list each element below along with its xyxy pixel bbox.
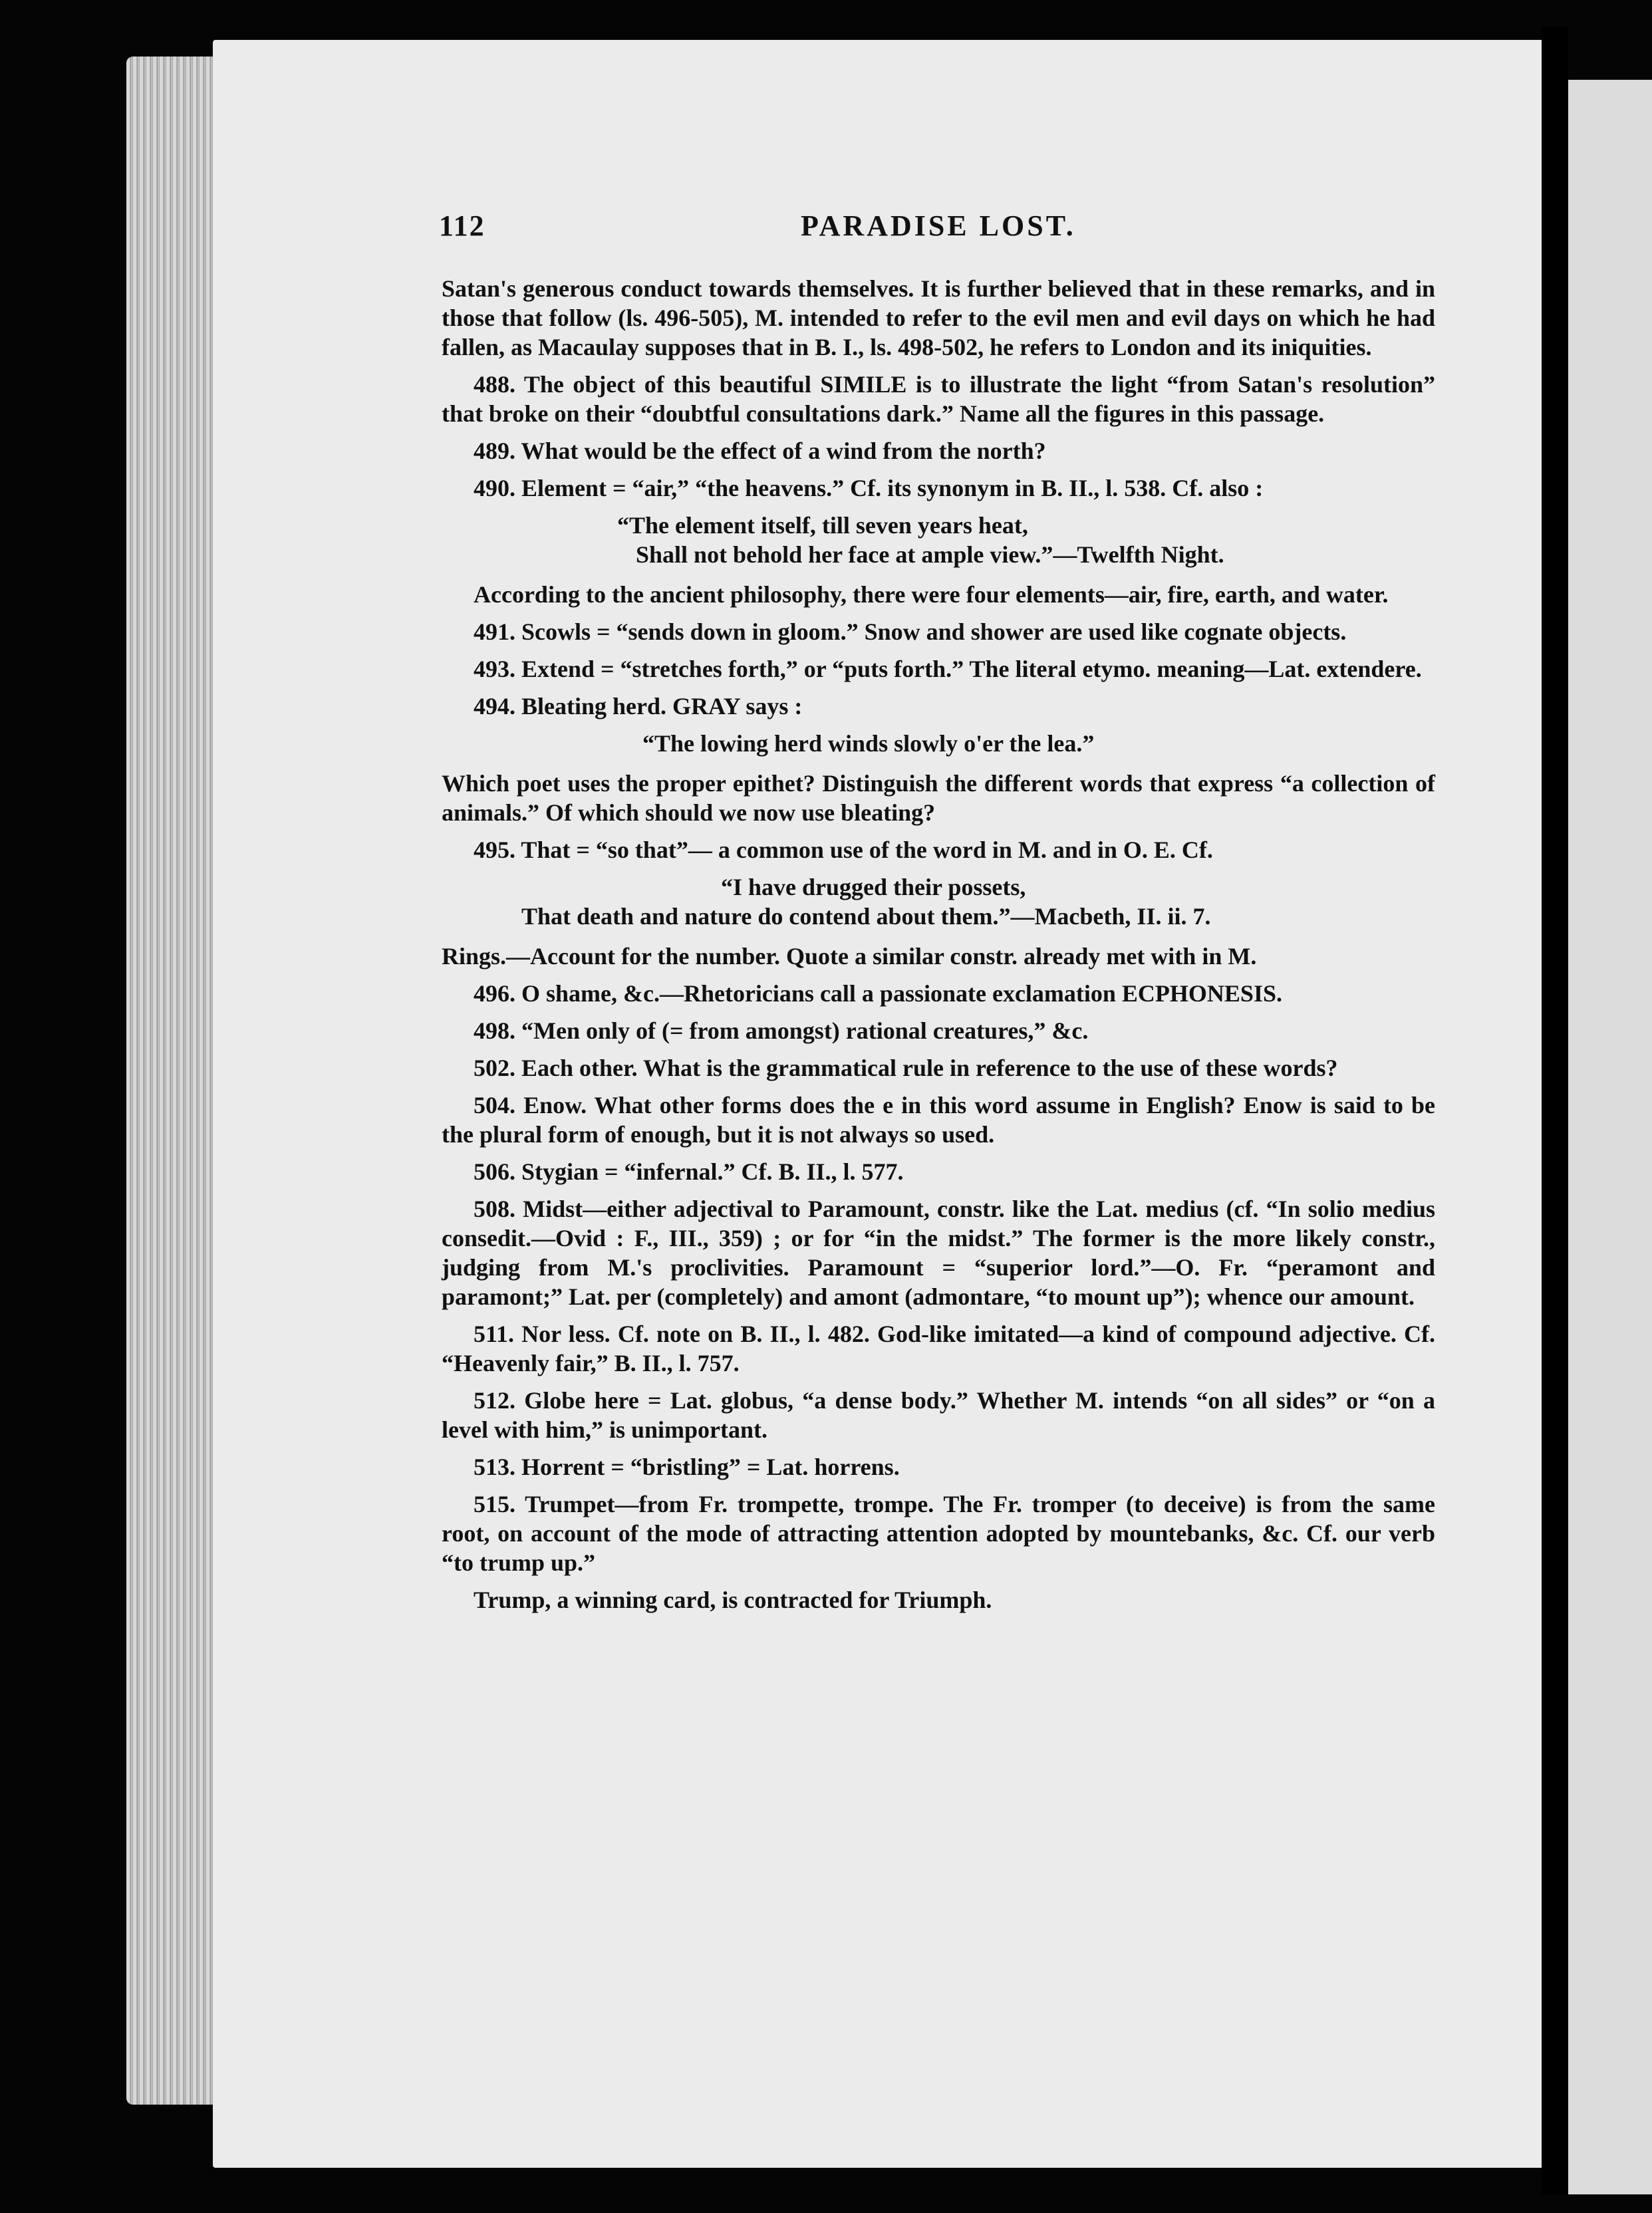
quote-line: “The element itself, till seven years heat,: [617, 512, 1028, 539]
quotation-macbeth: [442, 872, 1435, 931]
page-content: [439, 209, 1435, 1623]
running-head: [439, 209, 1435, 251]
note-513: 513. Horrent = “bristling” = Lat. horrens.: [474, 1454, 900, 1480]
quote-line: That death and nature do contend about them.”—Macbeth, II. ii. 7.: [521, 903, 1211, 930]
note-512: 512. Globe here = Lat. globus, “a dense body.” Whether M. intends “on all sides” or “on a level with him,” is unimportant.: [442, 1387, 1435, 1443]
book-gutter: [1542, 27, 1568, 2194]
paragraph: Trump, a winning card, is contracted for Triumph.: [474, 1587, 992, 1613]
quote-line: “I have drugged their possets,: [721, 874, 1026, 900]
note-494: 494. Bleating herd. GRAY says :: [474, 693, 803, 719]
note-490: 490. Element = “air,” “the heavens.” Cf. its synonym in B. II., l. 538. Cf. also :: [474, 475, 1264, 501]
note-504: 504. Enow. What other forms does the e in this word assume in English? Enow is said to be the plural form of enough, but it is not always so used.: [442, 1092, 1435, 1148]
quote-line: “The lowing herd winds slowly o'er the lea.”: [642, 730, 1095, 757]
paragraph: According to the ancient philosophy, there were four elements—air, fire, earth, and water.: [474, 581, 1389, 608]
quotation-twelfth-night: [442, 511, 1435, 569]
paragraph: Which poet uses the proper epithet? Distinguish the different words that express “a collection of animals.” Of which should we now use bleating?: [442, 770, 1435, 826]
note-515: 515. Trumpet—from Fr. trompette, trompe. The Fr. tromper (to deceive) is from the same root, on account of the mode of attracting attention adopted by mountebanks, &c. Cf. our verb “to trump up.”: [442, 1491, 1435, 1576]
note-488: 488. The object of this beautiful SIMILE is to illustrate the light “from Satan's resolution” that broke on their “doubtful consultations dark.” Name all the figures in this passage.: [442, 371, 1435, 427]
note-495: 495. That = “so that”— a common use of the word in M. and in O. E. Cf.: [474, 837, 1213, 863]
page-number: 112: [439, 209, 485, 242]
paragraph: Rings.—Account for the number. Quote a similar constr. already met with in M.: [442, 943, 1257, 970]
note-511: 511. Nor less. Cf. note on B. II., l. 482. God-like imitated—a kind of compound adjective. Cf. “Heavenly fair,” B. II., l. 757.: [442, 1321, 1435, 1376]
facing-page-edge: [1568, 80, 1652, 2194]
note-491: 491. Scowls = “sends down in gloom.” Snow and shower are used like cognate objects.: [474, 618, 1347, 645]
page-edges: [126, 57, 226, 2105]
quote-line: Shall not behold her face at ample view.”—Twelfth Night.: [636, 541, 1224, 568]
note-493: 493. Extend = “stretches forth,” or “puts forth.” The literal etymo. meaning—Lat. extendere.: [474, 656, 1422, 682]
quotation-gray: [442, 729, 1435, 758]
note-508: 508. Midst—either adjectival to Paramount, constr. like the Lat. medius (cf. “In solio medius consedit.—Ovid : F., III., 359) ; or for “in the midst.” The former is the more likely constr., judging from M.'s proclivities. Paramount = “superior lord.”—O. Fr. “peramont and paramont;” Lat. per (completely) and amont (admontare, “to mount up”); whence our amount.: [442, 1196, 1435, 1310]
note-502: 502. Each other. What is the grammatical rule in reference to the use of these words?: [474, 1055, 1338, 1081]
note-498: 498. “Men only of (= from amongst) rational creatures,” &c.: [474, 1017, 1089, 1044]
note-489: 489. What would be the effect of a wind from the north?: [474, 438, 1046, 464]
note-496: 496. O shame, &c.—Rhetoricians call a passionate exclamation ECPHONESIS.: [474, 980, 1282, 1007]
note-506: 506. Stygian = “infernal.” Cf. B. II., l. 577.: [474, 1158, 904, 1185]
paragraph: Satan's generous conduct towards themselves. It is further believed that in these remarks, and in those that follow (ls. 496-505), M. intended to refer to the evil men and evil days on which he had fallen, as Macaulay supposes that in B. I., ls. 498-502, he refers to London and its iniquities.: [442, 275, 1435, 360]
running-title: PARADISE LOST.: [801, 209, 1076, 242]
